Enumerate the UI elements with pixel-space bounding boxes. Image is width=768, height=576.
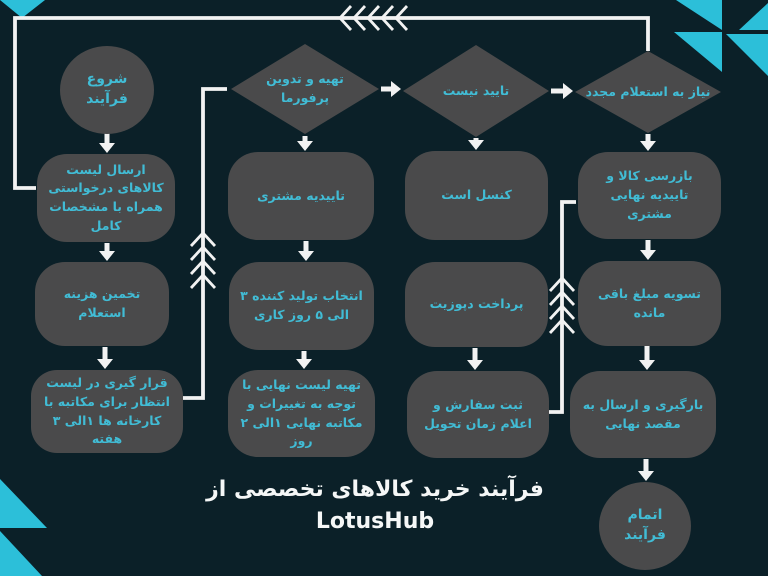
node-register-order (407, 371, 549, 458)
node-label: شروع فرآیند (86, 71, 128, 107)
node-label: اتمام فرآیند (624, 507, 666, 543)
node-label: تهیه لیست نهایی با توجه به تغییرات و مکاتبه نهایی ۱الی ۲ روز (240, 377, 363, 449)
node-settle-balance (578, 261, 721, 346)
corner-triangle-top-left (0, 0, 45, 18)
node-estimate-cost (35, 262, 169, 346)
node-end (599, 482, 691, 570)
node-label: تایید نیست (442, 82, 510, 98)
node-select-manufacturer (229, 262, 374, 350)
node-label: قرار گیری در لیست انتظار برای مکاتبه با کارخانه ها ۱الی ۳ هفته (44, 375, 170, 447)
node-inspection (578, 152, 721, 239)
node-label: تاییدیه مشتری (257, 187, 345, 203)
connector-waiting-to-proforma (183, 89, 227, 398)
node-label: تهیه و تدوین پرفورما (266, 71, 344, 105)
node-label: تخمین هزینه استعلام (63, 286, 141, 320)
node-prepare-proforma (243, 60, 367, 118)
node-label: نیاز به استعلام مجدد (585, 83, 711, 99)
node-send-list (37, 154, 175, 242)
node-label: ثبت سفارش و اعلام زمان تحویل (424, 396, 532, 431)
corner-triangles-bottom-left (0, 479, 47, 576)
node-cancelled (405, 151, 548, 240)
node-reinquiry-needed (584, 63, 712, 121)
node-final-list (228, 370, 375, 457)
node-label: پرداخت دپوزیت (429, 296, 524, 312)
node-pay-deposit (405, 262, 548, 347)
node-customer-approval (228, 152, 374, 240)
node-label: بارگیری و ارسال به مقصد نهایی (582, 396, 704, 431)
node-label: بازرسی کالا و تاییدیه نهایی مشتری (606, 168, 693, 221)
node-not-approved (412, 77, 540, 105)
node-start (60, 46, 154, 134)
diagram-title: فرآیند خرید کالاهای تخصصی از LotusHub (206, 477, 544, 534)
node-waiting-list (31, 370, 183, 453)
node-label: ارسال لیست کالاهای درخواستی همراه با مشخصات کامل (48, 161, 164, 233)
node-label: کنسل است (441, 187, 512, 203)
node-label: انتخاب تولید کننده ۳ الی ۵ روز کاری (240, 288, 363, 322)
node-shipping (570, 371, 716, 458)
node-label: تسویه مبلغ باقی مانده (598, 285, 701, 320)
